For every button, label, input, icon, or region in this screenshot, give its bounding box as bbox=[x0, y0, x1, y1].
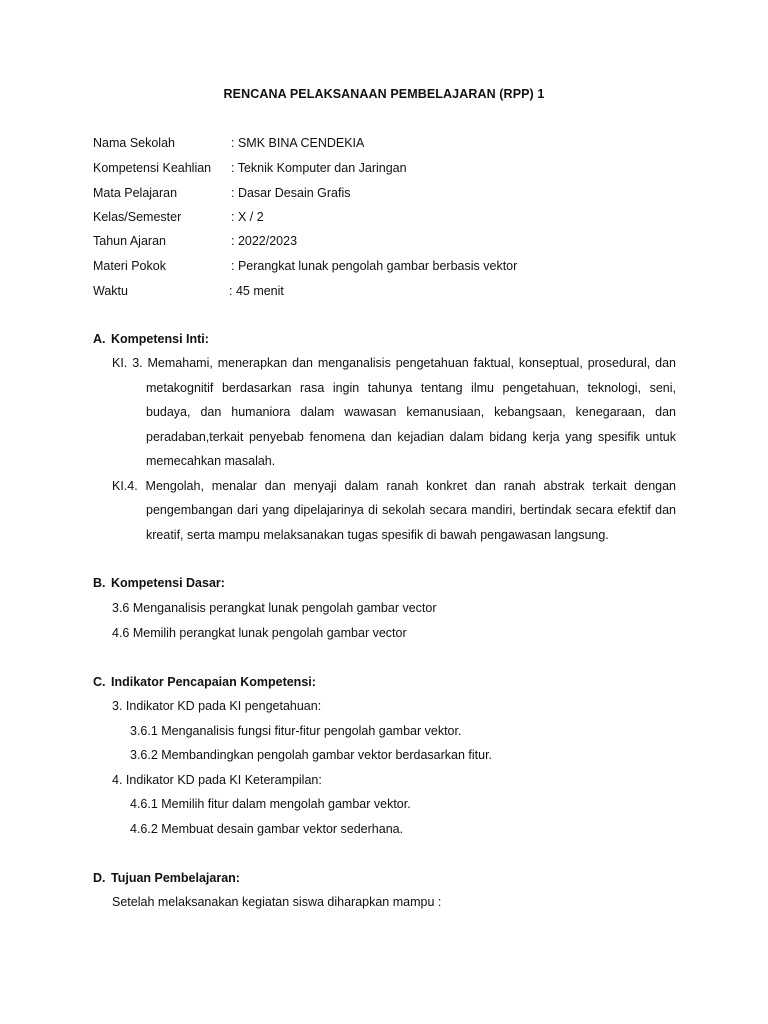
info-value: : 45 menit bbox=[229, 284, 284, 298]
info-key: Mata Pelajaran bbox=[93, 186, 178, 200]
info-key: Nama Sekolah bbox=[93, 136, 175, 150]
info-value: : SMK BINA CENDEKIA bbox=[231, 136, 365, 150]
section-a-heading bbox=[93, 330, 209, 348]
indicator-group: 3. Indikator KD pada KI pengetahuan: bbox=[112, 699, 322, 713]
info-key: Tahun Ajaran bbox=[93, 234, 166, 248]
info-key: Waktu bbox=[93, 284, 128, 298]
indicator-item: 4.6.1 Memilih fitur dalam mengolah gambar vektor. bbox=[130, 797, 411, 811]
section-d-heading bbox=[93, 869, 240, 887]
section-title: Tujuan Pembelajaran: bbox=[111, 871, 240, 885]
indicator-group: 4. Indikator KD pada KI Keterampilan: bbox=[112, 773, 322, 787]
ki-block bbox=[112, 351, 676, 547]
info-key: Materi Pokok bbox=[93, 259, 166, 273]
section-b-heading bbox=[93, 574, 225, 592]
indicator-item: 3.6.2 Membandingkan pengolah gambar vektor berdasarkan fitur. bbox=[130, 748, 493, 762]
info-value: : Perangkat lunak pengolah gambar berbasis vektor bbox=[231, 259, 518, 273]
section-letter: A. bbox=[93, 332, 106, 346]
ki3-paragraph: KI. 3. Memahami, menerapkan dan menganalisis pengetahuan faktual, konseptual, prosedural, dan metakognitif berdasarkan rasa ingin tahunya tentang ilmu pengetahuan, teknologi, seni, budaya, dan humaniora dalam wawasan kemanusiaan, kebangsaan, kenegaraan, dan peradaban,terkait penyebab fenomena dan kejadian dalam bidang kerja yang spesifik untuk memecahkan masalah. bbox=[112, 356, 676, 468]
info-value: : Teknik Komputer dan Jaringan bbox=[231, 161, 407, 175]
document-title: RENCANA PELAKSANAAN PEMBELAJARAN (RPP) 1 bbox=[223, 87, 545, 101]
section-c-heading bbox=[93, 673, 316, 691]
info-value: : 2022/2023 bbox=[231, 234, 298, 248]
section-letter: C. bbox=[93, 675, 106, 689]
indicator-item: 3.6.1 Menganalisis fungsi fitur-fitur pengolah gambar vektor. bbox=[130, 724, 462, 738]
info-value: : X / 2 bbox=[231, 210, 264, 224]
kd-item: 4.6 Memilih perangkat lunak pengolah gambar vector bbox=[112, 626, 407, 640]
section-title: Kompetensi Inti: bbox=[111, 332, 209, 346]
ki4-paragraph: KI.4. Mengolah, menalar dan menyaji dalam ranah konkret dan ranah abstrak terkait dengan pengembangan dari yang dipelajarinya di sekolah secara mandiri, bertindak secara efektif dan kreatif, serta mampu melaksanakan tugas spesifik di bawah pengawasan langsung. bbox=[112, 478, 676, 542]
info-value: : Dasar Desain Grafis bbox=[231, 186, 351, 200]
section-letter: D. bbox=[93, 871, 106, 885]
indicator-item: 4.6.2 Membuat desain gambar vektor sederhana. bbox=[130, 822, 404, 836]
info-key: Kompetensi Keahlian bbox=[93, 161, 212, 175]
section-title: Indikator Pencapaian Kompetensi: bbox=[111, 675, 316, 689]
info-key: Kelas/Semester bbox=[93, 210, 182, 224]
section-title: Kompetensi Dasar: bbox=[111, 576, 225, 590]
section-letter: B. bbox=[93, 576, 106, 590]
kd-item: 3.6 Menganalisis perangkat lunak pengolah gambar vector bbox=[112, 601, 437, 615]
objective-intro: Setelah melaksanakan kegiatan siswa diharapkan mampu : bbox=[112, 895, 442, 909]
